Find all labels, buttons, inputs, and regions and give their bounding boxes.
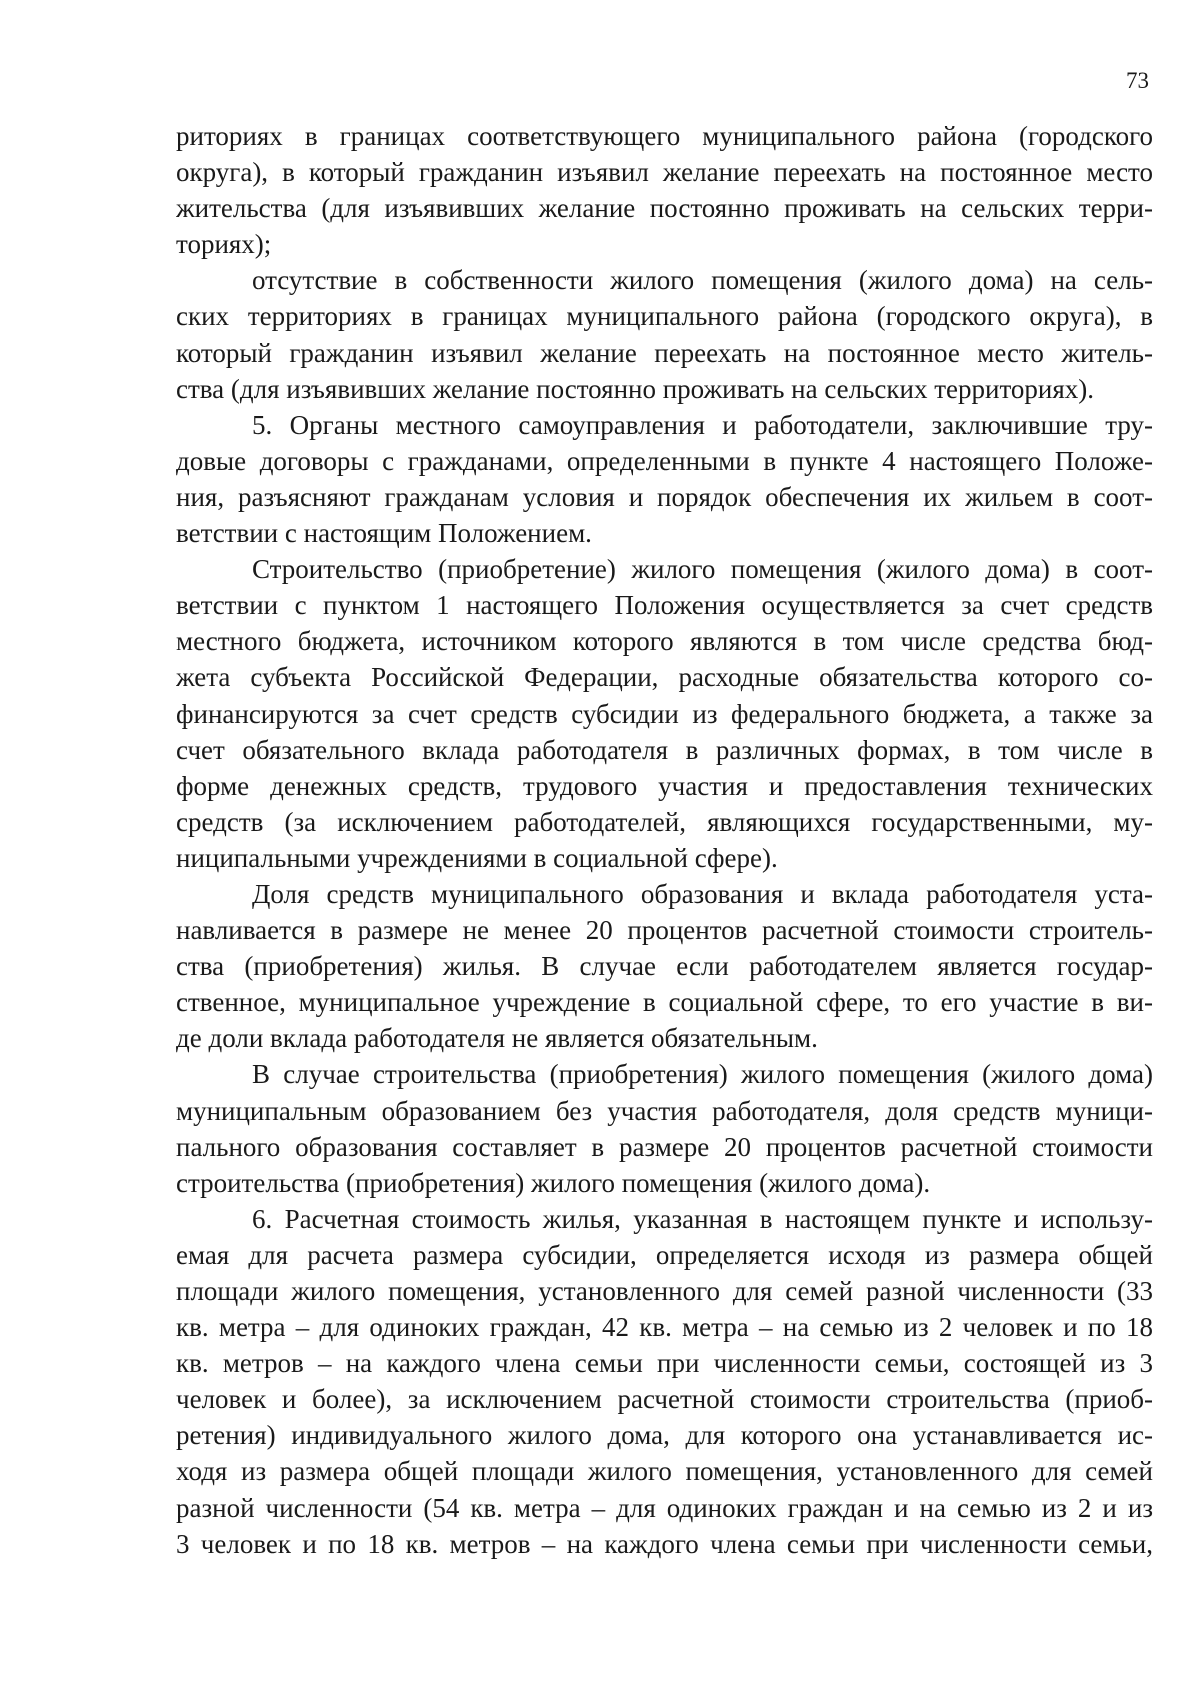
text-line: де доли вклада работодателя не является обязательным. <box>176 1023 818 1054</box>
text-line: человек и более), за исключением расчетной стоимости строительства (приоб- <box>176 1384 1153 1415</box>
text-line: ственное, муниципальное учреждение в социальной сфере, то его участие в ви- <box>176 987 1153 1018</box>
text-line: ских территориях в границах муниципального района (городского округа), в <box>176 301 1153 332</box>
text-line: ства (приобретения) жилья. В случае если работодателем является государ- <box>176 951 1153 982</box>
text-line: который гражданин изъявил желание переехать на постоянное место житель- <box>176 337 1153 368</box>
text-line: строительства (приобретения) жилого помещения (жилого дома). <box>176 1167 931 1198</box>
text-line: кв. метров – на каждого члена семьи при численности семьи, состоящей из 3 <box>176 1348 1153 1379</box>
text-line: жета субъекта Российской Федерации, расходные обязательства которого со- <box>176 662 1153 693</box>
text-line: кв. метра – для одиноких граждан, 42 кв. метра – на семью из 2 человек и по 18 <box>176 1312 1153 1343</box>
text-line: довые договоры с гражданами, определенными в пункте 4 настоящего Положе- <box>176 445 1153 476</box>
text-line: ретения) индивидуального жилого дома, для которого она устанавливается ис- <box>176 1420 1153 1451</box>
text-line: ветствии с пунктом 1 настоящего Положения осуществляется за счет средств <box>176 590 1153 621</box>
text-line: счет обязательного вклада работодателя в различных формах, в том числе в <box>176 734 1153 765</box>
text-line: разной численности (54 кв. метра – для одиноких граждан и на семью из 2 и из <box>176 1492 1153 1523</box>
text-line: отсутствие в собственности жилого помещения (жилого дома) на сель- <box>252 265 1153 296</box>
page-number: 73 <box>1126 68 1149 93</box>
text-line: Доля средств муниципального образования и вклада работодателя уста- <box>252 878 1153 909</box>
text-line: ния, разъясняют гражданам условия и порядок обеспечения их жильем в соот- <box>176 481 1153 512</box>
text-line: ства (для изъявивших желание постоянно проживать на сельских территориях). <box>176 373 1094 404</box>
text-line: форме денежных средств, трудового участия и предоставления технических <box>176 770 1153 801</box>
text-line: ниципальными учреждениями в социальной сфере). <box>176 842 778 873</box>
text-line: 3 человек и по 18 кв. метров – на каждого члена семьи при численности семьи, <box>176 1528 1153 1559</box>
text-line: риториях в границах соответствующего муниципального района (городского <box>176 121 1153 151</box>
text-line: емая для расчета размера субсидии, определяется исходя из размера общей <box>176 1239 1153 1270</box>
text-line: местного бюджета, источником которого являются в том числе средства бюд- <box>176 626 1153 657</box>
text-line: ториях); <box>176 229 272 260</box>
body-text <box>176 118 1153 1562</box>
text-line: жительства (для изъявивших желание постоянно проживать на сельских терри- <box>176 193 1153 224</box>
text-line: пального образования составляет в размере 20 процентов расчетной стоимости <box>176 1131 1153 1162</box>
text-line: площади жилого помещения, установленного для семей разной численности (33 <box>176 1276 1153 1306</box>
text-line: В случае строительства (приобретения) жилого помещения (жилого дома) <box>252 1059 1153 1090</box>
text-line: финансируются за счет средств субсидии из федерального бюджета, а также за <box>176 698 1153 729</box>
text-line: 5. Органы местного самоуправления и работодатели, заключившие тру- <box>252 409 1153 440</box>
text-line: ходя из размера общей площади жилого помещения, установленного для семей <box>176 1456 1153 1487</box>
text-line: муниципальным образованием без участия работодателя, доля средств муници- <box>176 1095 1153 1126</box>
text-line: навливается в размере не менее 20 процентов расчетной стоимости строитель- <box>176 915 1153 946</box>
text-line: округа), в который гражданин изъявил желание переехать на постоянное место <box>176 157 1153 188</box>
text-line: Строительство (приобретение) жилого помещения (жилого дома) в соот- <box>252 554 1153 585</box>
text-line: ветствии с настоящим Положением. <box>176 518 592 549</box>
text-line: средств (за исключением работодателей, являющихся государственными, му- <box>176 806 1153 837</box>
text-line: 6. Расчетная стоимость жилья, указанная в настоящем пункте и использу- <box>252 1203 1153 1234</box>
